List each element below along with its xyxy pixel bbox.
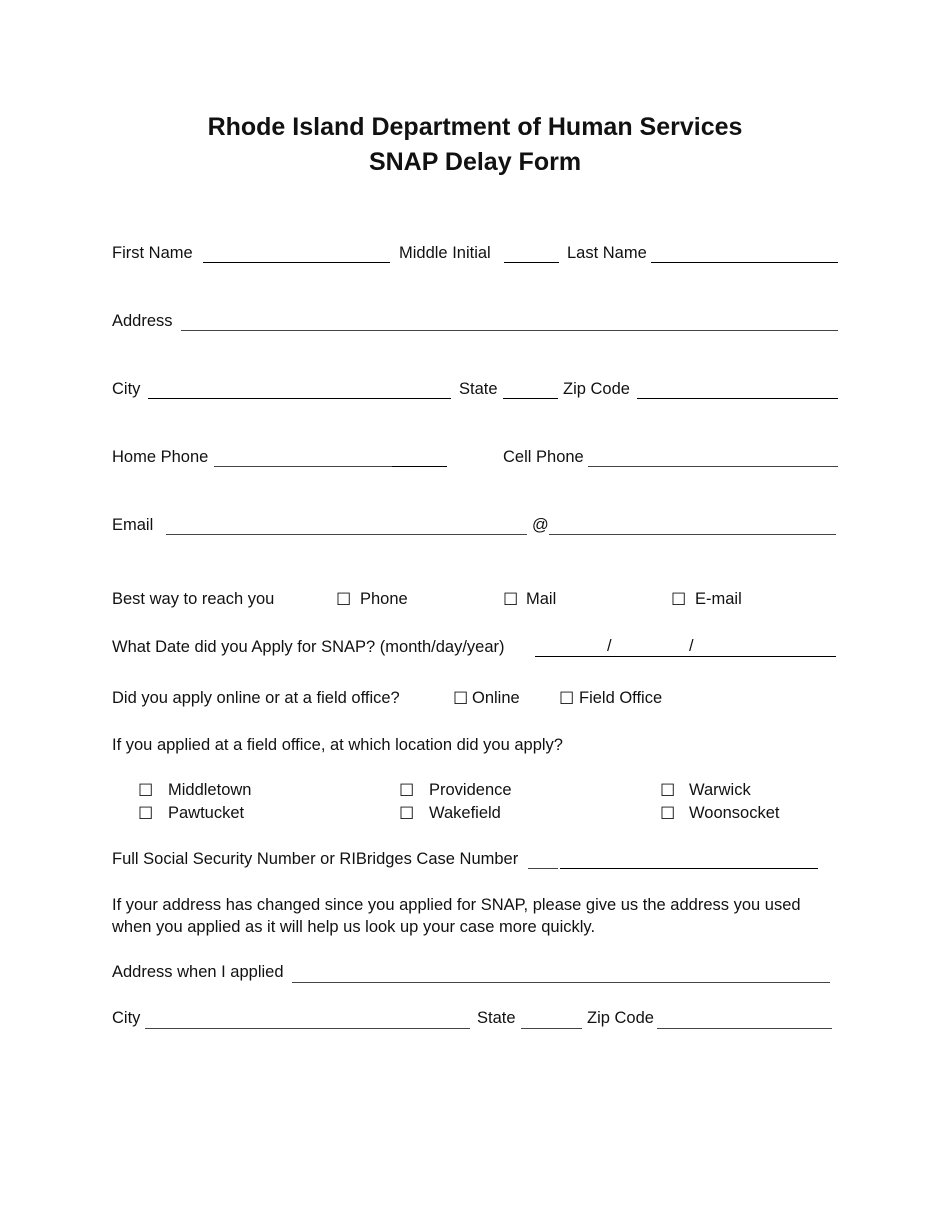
online-checkbox[interactable]: ☐ bbox=[453, 689, 469, 708]
prior-zip-label: Zip Code bbox=[587, 1009, 654, 1027]
first-name-label: First Name bbox=[112, 244, 193, 262]
email-domain-field[interactable] bbox=[549, 534, 836, 535]
email-user-field[interactable] bbox=[166, 534, 527, 535]
pawtucket-checkbox[interactable]: ☐ bbox=[138, 804, 154, 823]
mail-option-label: Mail bbox=[526, 590, 557, 608]
warwick-checkbox[interactable]: ☐ bbox=[660, 781, 676, 800]
middle-initial-field[interactable] bbox=[504, 262, 559, 263]
address-changed-note-line1: If your address has changed since you applied for SNAP, please give us the address you used bbox=[112, 896, 801, 914]
home-phone-label: Home Phone bbox=[112, 448, 209, 466]
phone-checkbox[interactable]: ☐ bbox=[336, 590, 352, 609]
online-option-label: Online bbox=[472, 689, 520, 707]
state-label: State bbox=[459, 380, 498, 398]
prior-state-field[interactable] bbox=[521, 1028, 582, 1029]
cell-phone-label: Cell Phone bbox=[503, 448, 584, 466]
pawtucket-label: Pawtucket bbox=[168, 804, 245, 822]
agency-title: Rhode Island Department of Human Services bbox=[207, 113, 743, 141]
city-label: City bbox=[112, 380, 141, 398]
phone-option-label: Phone bbox=[360, 590, 408, 608]
ssn-label: Full Social Security Number or RIBridges Case Number bbox=[112, 850, 519, 868]
date-slash-1: / bbox=[607, 637, 612, 655]
form-title: SNAP Delay Form bbox=[368, 148, 582, 176]
middle-initial-label: Middle Initial bbox=[399, 244, 491, 262]
ssn-field[interactable] bbox=[560, 868, 818, 869]
prior-address-label: Address when I applied bbox=[112, 963, 284, 981]
woonsocket-label: Woonsocket bbox=[689, 804, 780, 822]
email-option-label: E-mail bbox=[695, 590, 742, 608]
address-field[interactable] bbox=[181, 330, 838, 331]
middletown-label: Middletown bbox=[168, 781, 252, 799]
warwick-label: Warwick bbox=[689, 781, 751, 799]
field-office-checkbox[interactable]: ☐ bbox=[559, 689, 575, 708]
email-checkbox[interactable]: ☐ bbox=[671, 590, 687, 609]
last-name-label: Last Name bbox=[567, 244, 647, 262]
state-field[interactable] bbox=[503, 398, 558, 399]
address-label: Address bbox=[112, 312, 173, 330]
contact-pref-question: Best way to reach you bbox=[112, 590, 275, 608]
email-at-sign: @ bbox=[532, 516, 549, 534]
field-office-question: If you applied at a field office, at which location did you apply? bbox=[112, 736, 563, 754]
first-name-field[interactable] bbox=[203, 262, 390, 263]
prior-zip-field[interactable] bbox=[657, 1028, 832, 1029]
prior-state-label: State bbox=[477, 1009, 516, 1027]
home-phone-field-ext bbox=[392, 466, 447, 467]
middletown-checkbox[interactable]: ☐ bbox=[138, 781, 154, 800]
providence-checkbox[interactable]: ☐ bbox=[399, 781, 415, 800]
address-changed-note-line2: when you applied as it will help us look up your case more quickly. bbox=[112, 918, 596, 936]
apply-method-question: Did you apply online or at a field office? bbox=[112, 689, 400, 707]
home-phone-field[interactable] bbox=[214, 466, 392, 467]
city-field[interactable] bbox=[148, 398, 451, 399]
ssn-field-lead bbox=[528, 868, 558, 869]
zip-label: Zip Code bbox=[563, 380, 630, 398]
prior-address-field[interactable] bbox=[292, 982, 830, 983]
wakefield-checkbox[interactable]: ☐ bbox=[399, 804, 415, 823]
providence-label: Providence bbox=[429, 781, 512, 799]
email-label: Email bbox=[112, 516, 154, 534]
mail-checkbox[interactable]: ☐ bbox=[503, 590, 519, 609]
prior-city-field[interactable] bbox=[145, 1028, 470, 1029]
last-name-field[interactable] bbox=[651, 262, 838, 263]
woonsocket-checkbox[interactable]: ☐ bbox=[660, 804, 676, 823]
apply-date-field[interactable] bbox=[535, 656, 836, 657]
apply-date-question: What Date did you Apply for SNAP? (month/day/year) bbox=[112, 638, 505, 656]
wakefield-label: Wakefield bbox=[429, 804, 501, 822]
date-slash-2: / bbox=[689, 637, 694, 655]
prior-city-label: City bbox=[112, 1009, 141, 1027]
field-office-option-label: Field Office bbox=[579, 689, 663, 707]
zip-field[interactable] bbox=[637, 398, 838, 399]
cell-phone-field[interactable] bbox=[588, 466, 838, 467]
